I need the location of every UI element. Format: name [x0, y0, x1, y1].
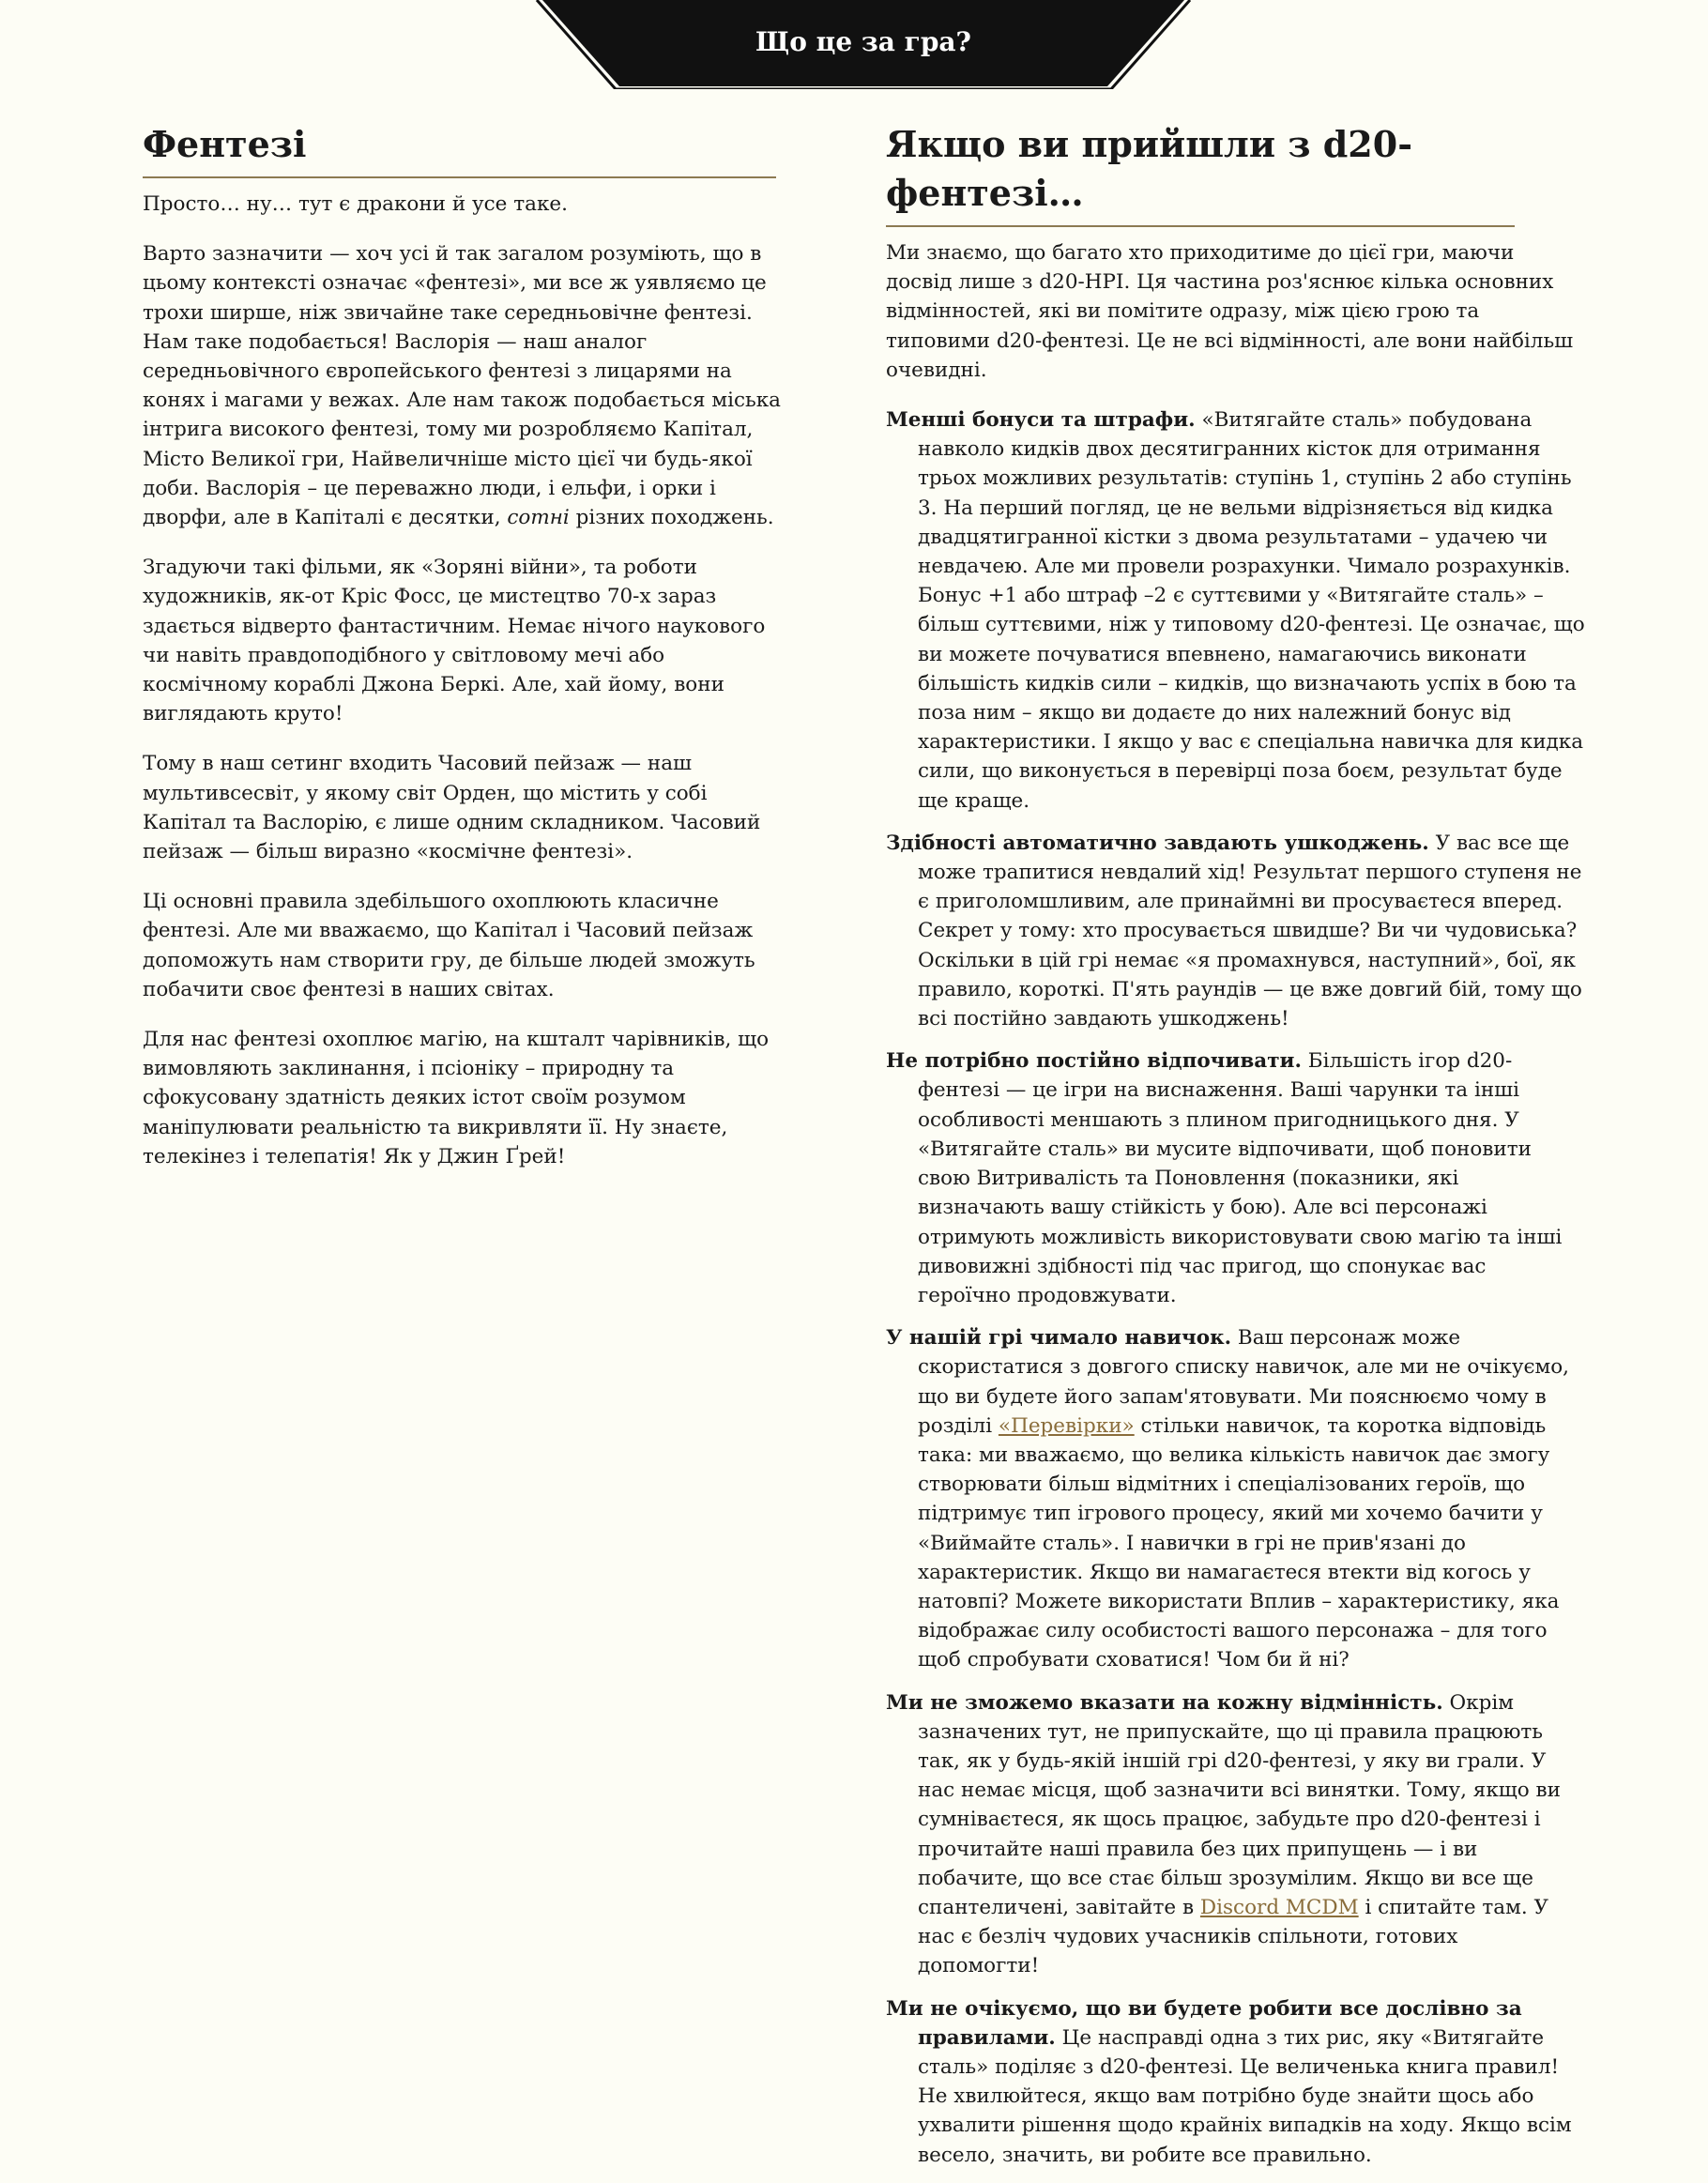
paragraph-text: Варто зазначити — хоч усі й так загалом розуміють, що в цьому контексті означає «фентезі», ми все ж уявляємо це трохи ширше, ніж звичайне таке середньовічне фентезі. Нам таке подобається! Васлорія — наш аналог середньовічного європейського фентезі з лицарями на конях і магами у вежах. Але нам також подобається міська інтрига високого фентезі, тому ми розробляємо Капітал, Місто Великої гри, Найвеличніше місто цієї чи будь-якої доби. Васлорія – це переважно люди, і ельфи, і орки і дворфи, але в Капіталі є десятки,	[143, 242, 781, 530]
item-title: У нашій грі чимало навичок.	[886, 1326, 1232, 1351]
item-title: Ми не зможемо вказати на кожну відмінність.	[886, 1690, 1443, 1715]
header-banner	[535, 0, 1192, 89]
paragraph-text: різних походжень.	[569, 506, 774, 530]
paragraph: Просто… ну… тут є дракони й усе таке.	[143, 192, 568, 216]
item-text: «Витягайте сталь» побудована навколо кидків двох десятигранних кісток для отримання трьох можливих результатів: ступінь 1, ступінь 2 або ступінь 3. На перший погляд, це не вельми відрізняється від кидка двадцятигранної кістки з двома результатами – удачею чи невдачею. Але ми провели розрахунки. Чимало розрахунків. Бонус +1 або штраф –2 є суттєвими у «Витягайте сталь» – більш суттєвими, ніж у типовому d20-фентезі. Це означає, що ви можете почуватися впевнено, намагаючись виконати більшість кидків сили – кидків, що визначають успіх в бою та поза ним – якщо ви додаєте до них належний бонус від характеристики. І якщо у вас є спеціальна навичка для кидка сили, що виконується в перевірці поза боєм, результат буде ще краще.	[918, 408, 1585, 813]
intro-paragraph: Ми знаємо, що багато хто приходитиме до цієї гри, маючи досвід лише з d20-НРІ. Ця частина роз'яснює кілька основних відмінностей, які ви помітите одразу, між цією грою та типовими d20-фентезі. Це не всі відмінності, але вони найбільш очевидні.	[886, 241, 1574, 382]
item-text: Більшість ігор d20-фентезі — це ігри на виснаження. Ваші чарунки та інші особливості меншають з плином пригодницького дня. У «Витягайте сталь» ви мусите відпочивати, щоб поновити свою Витривалість та Поновлення (показники, які визначають вашу стійкість у бою). Але всі персонажі отримують можливість використовувати свою магію та інші дивовижні здібності під час пригод, що спонукає вас героїчно продовжувати.	[918, 1049, 1563, 1307]
italic-text: сотні	[507, 506, 570, 530]
right-column	[886, 120, 1585, 2183]
difference-item	[886, 829, 1585, 1033]
difference-item	[886, 1688, 1585, 1981]
section-heading-d20: Якщо ви прийшли з d20-фентезі…	[886, 120, 1515, 227]
item-text: У вас все ще може трапитися невдалий хід! Результат першого ступеня не є приголомшливим, але принаймні ви просуваєтеся вперед. Секрет у тому: хто просувається швидше? Ви чи чудовиська? Оскільки в цій грі немає «я промахнувся, наступний», бої, як правило, короткі. П'ять раундів — це вже довгий бій, тому що всі постійно завдають ушкоджень!	[918, 831, 1582, 1031]
item-title: Не потрібно постійно відпочивати.	[886, 1049, 1302, 1074]
item-title: Менші бонуси та штрафи.	[886, 408, 1196, 433]
link-discord[interactable]: Discord MCDM	[1199, 1895, 1359, 1919]
item-text: і спитайте там. У нас є безліч чудових учасників спільноти, готових допомогти!	[918, 1895, 1549, 1978]
item-title: Здібності автоматично завдають ушкоджень.	[886, 831, 1429, 855]
item-title: Ми не очікуємо, що ви будете робити все дослівно за правилами.	[886, 1996, 1522, 2050]
difference-item	[886, 1994, 1585, 2170]
header-title: Що це за гра?	[755, 26, 971, 57]
left-column	[143, 120, 781, 1192]
paragraph: Ці основні правила здебільшого охоплюють класичне фентезі. Але ми вважаємо, що Капітал і Часовий пейзаж допоможуть нам створити гру, де більше людей зможуть побачити своє фентезі в наших світах.	[143, 890, 755, 1001]
item-text: стільки навичок, та коротка відповідь така: ми вважаємо, що велика кількість навичок дає змогу створювати більш відмітних і спеціалізованих героїв, що підтримує тип ігрового процесу, який ми хочемо бачити у «Виймайте сталь». І навички в грі не прив'язані до характеристик. Якщо ви намагаєтеся втекти від когось у натовпі? Можете використати Вплив – характеристику, яка відображає силу особистості вашого персонажа – для того щоб спробувати сховатися! Чом би й ні?	[918, 1413, 1560, 1672]
item-text: Це насправді одна з тих рис, яку «Витягайте сталь» поділяє з d20-фентезі. Це величенька книга правил! Не хвилюйтеся, якщо вам потрібно буде знайти щось або ухвалити рішення щодо крайніх випадків на ходу. Якщо всім весело, значить, ви робите все правильно.	[918, 2025, 1572, 2167]
difference-item	[886, 1323, 1585, 1674]
section-heading-fantasy: Фентезі	[143, 120, 776, 178]
paragraph	[143, 239, 781, 532]
item-text: Ваш персонаж може скористатися з довгого списку навичок, але ми не очікуємо, що ви будете його запам'ятовувати. Ми пояснюємо чому в розділі	[918, 1326, 1570, 1438]
paragraph: Тому в наш сетинг входить Часовий пейзаж — наш мультивсесвіт, у якому світ Орден, що містить у собі Капітал та Васлорію, є лише одним складником. Часовий пейзаж — більш виразно «космічне фентезі».	[143, 752, 761, 864]
difference-item	[886, 1046, 1585, 1310]
item-text: Окрім зазначених тут, не припускайте, що ці правила працюють так, як у будь-якій іншій грі d20-фентезі, у яку ви грали. У нас немає місця, щоб зазначити всі винятки. Тому, якщо ви сумніваєтеся, як щось працює, забудьте про d20-фентезі і прочитайте наші правила без цих припущень — і ви побачите, що все стає більш зрозумілим. Якщо ви все ще спантеличені, завітайте в	[918, 1690, 1561, 1919]
paragraph: Згадуючи такі фільми, як «Зоряні війни», та роботи художників, як-от Кріс Фосс, це мистецтво 70-х зараз здається відверто фантастичним. Немає нічого наукового чи навіть правдоподібного у світловому мечі або космічному кораблі Джона Беркі. Але, хай йому, вони виглядають круто!	[143, 556, 766, 726]
paragraph: Для нас фентезі охоплює магію, на кшталт чарівників, що вимовляють заклинання, і псіоніку – природну та сфокусовану здатність деяких істот своїм розумом маніпулювати реальністю та викривляти її. Ну знаєте, телекінез і телепатія! Як у Джин Ґрей!	[143, 1028, 770, 1168]
difference-item	[886, 405, 1585, 816]
link-checks-section[interactable]: «Перевірки»	[998, 1413, 1135, 1438]
